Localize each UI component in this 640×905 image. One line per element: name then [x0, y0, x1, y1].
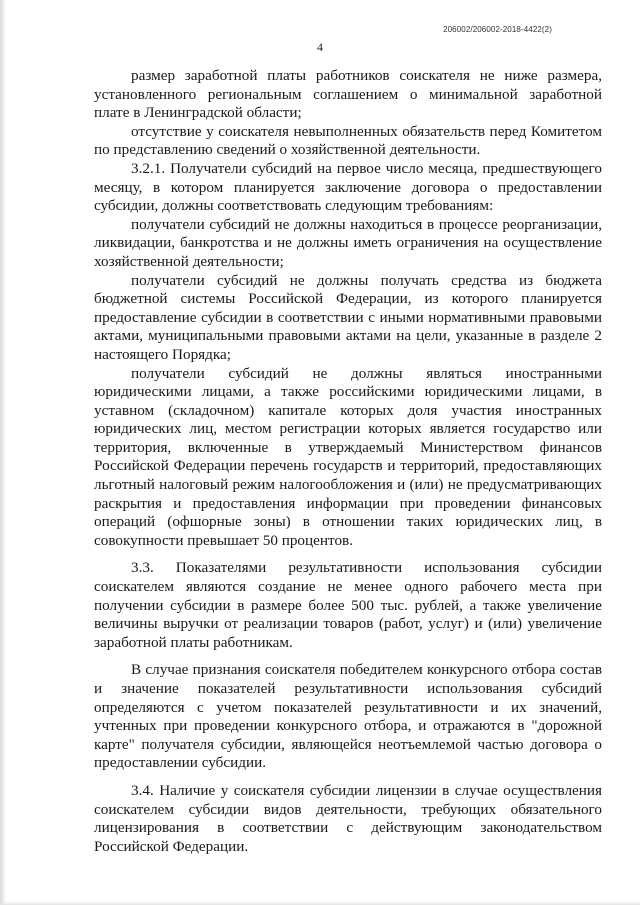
- document-body: [94, 67, 602, 856]
- paragraph-3-3: 3.3. Показателями результативности использования субсидии соискателем являются создание не менее одного рабочего места при получении субсидии в размере более 500 тыс. рублей, а также увеличение величины выручки от реализации товаров (работ, услуг) и (или) увеличение заработной платы работникам.: [94, 559, 602, 651]
- page-number: 4: [317, 40, 323, 54]
- scan-bottom-edge: [0, 901, 640, 905]
- document-id: 206002/206002-2018-4422(2): [443, 25, 552, 34]
- paragraph-winner-indicators: В случае признания соискателя победителем конкурсного отбора состав и значение показателей результативности использования субсидий определяются с учетом показателей результативности и их значений, учтенных при проведении конкурсного отбора, и отражаются в "дорожной карте" получателя субсидии, являющейся неотъемлемой частью договора о предоставлении субсидии.: [94, 661, 602, 772]
- paragraph-no-reorganization: получатели субсидий не должны находиться в процессе реорганизации, ликвидации, банкротства и не должны иметь ограничения на осуществление хозяйственной деятельности;: [94, 215, 602, 270]
- paragraph-no-budget-funds: получатели субсидий не должны получать средства из бюджета бюджетной системы Российской Федерации, из которого планируется предоставление субсидии в соответствии с иными нормативными правовыми актами, муниципальными правовыми актами на цели, указанные в разделе 2 настоящего Порядка;: [94, 271, 602, 363]
- paragraph-no-obligations: отсутствие у соискателя невыполненных обязательств перед Комитетом по представлению сведений о хозяйственной деятельности.: [94, 122, 602, 159]
- scan-edge-shadow: [0, 0, 6, 905]
- paragraph-3-4: 3.4. Наличие у соискателя субсидии лицензии в случае осуществления соискателем субсидии видов деятельности, требующих обязательного лицензирования в соответствии с действующим законодательством Российской Федерации.: [94, 781, 602, 855]
- paragraph-salary-condition: размер заработной платы работников соискателя не ниже размера, установленного региональным соглашением о минимальной заработной плате в Ленинградской области;: [94, 67, 602, 122]
- paragraph-3-2-1: 3.2.1. Получатели субсидий на первое число месяца, предшествующего месяцу, в котором планируется заключение договора о предоставлении субсидии, должны соответствовать следующим требованиям:: [94, 159, 602, 215]
- paragraph-no-foreign-entities: получатели субсидий не должны являться иностранными юридическими лицами, а также российскими юридическими лицами, в уставном (складочном) капитале которых доля участия иностранных юридических лиц, местом регистрации которых является государство или территория, включенные в утверждаемый Министерством финансов Российской Федерации перечень государств и территорий, предоставляющих льготный налоговый режим налогообложения и (или) не предусматривающих раскрытия и предоставления информации при проведении финансовых операций (офшорные зоны) в отношении таких юридических лиц, в совокупности превышает 50 процентов.: [94, 364, 602, 549]
